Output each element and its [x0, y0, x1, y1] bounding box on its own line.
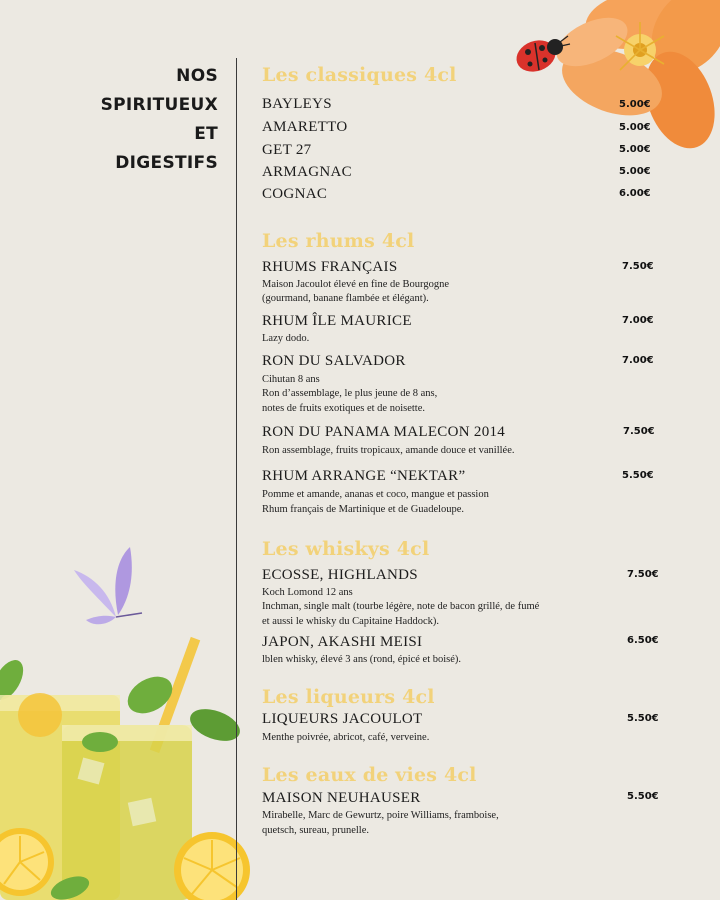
item-name: BAYLEYS [262, 96, 332, 112]
item-price: 5.50€ [627, 791, 659, 802]
item-description: notes de fruits exotiques et de noisette. [262, 403, 426, 414]
item-name: MAISON NEUHAUSER [262, 790, 421, 806]
item-description: Koch Lomond 12 ans [262, 587, 353, 598]
item-price: 7.50€ [623, 426, 655, 437]
item-price: 5.50€ [627, 713, 659, 724]
item-name: ARMAGNAC [262, 164, 352, 180]
item-description: Rhum français de Martinique et de Guadeloupe. [262, 504, 465, 515]
section-title-rhums: Les rhums 4cl [262, 230, 415, 252]
item-description: Pomme et amande, ananas et coco, mangue et passion [262, 489, 489, 500]
title-line: SPIRITUEUX [100, 95, 218, 115]
section-title-classiques: Les classiques 4cl [262, 64, 457, 86]
item-description: Ron d’assemblage, le plus jeune de 8 ans, [262, 388, 438, 399]
item-price: 7.00€ [622, 355, 654, 366]
item-price: 7.50€ [622, 261, 654, 272]
item-description: Lazy dodo. [262, 333, 310, 344]
item-description: Inchman, single malt (tourbe légère, note de bacon grillé, de fumé [262, 601, 540, 612]
item-name: RON DU PANAMA MALECON 2014 [262, 424, 506, 440]
item-price: 5.00€ [619, 144, 651, 155]
item-description: Menthe poivrée, abricot, café, verveine. [262, 732, 430, 743]
item-price: 5.50€ [622, 470, 654, 481]
vertical-divider [236, 58, 237, 900]
item-name: COGNAC [262, 186, 328, 202]
item-price: 6.00€ [619, 188, 651, 199]
section-title-eaux-de-vies: Les eaux de vies 4cl [262, 764, 477, 786]
section-title-liqueurs: Les liqueurs 4cl [262, 686, 435, 708]
item-price: 5.00€ [619, 166, 651, 177]
item-description: (gourmand, banane flambée et élégant). [262, 293, 429, 304]
item-price: 7.50€ [627, 569, 659, 580]
item-name: AMARETTO [262, 119, 348, 135]
item-description: lblen whisky, élevé 3 ans (rond, épicé et boisé). [262, 654, 462, 665]
item-price: 5.00€ [619, 122, 651, 133]
item-description: Maison Jacoulot élevé en fine de Bourgogne [262, 279, 450, 290]
item-name: JAPON, AKASHI MEISI [262, 634, 423, 650]
ladybug-icon [508, 28, 572, 78]
item-price: 5.00€ [619, 99, 651, 110]
item-name: ECOSSE, HIGHLANDS [262, 567, 418, 583]
lemonade-illustration [0, 630, 270, 900]
section-title-whiskys: Les whiskys 4cl [262, 538, 430, 560]
item-description: quetsch, sureau, prunelle. [262, 825, 370, 836]
butterfly-icon [72, 545, 152, 630]
item-name: RON DU SALVADOR [262, 353, 406, 369]
item-name: RHUM ÎLE MAURICE [262, 313, 412, 329]
menu-title [101, 62, 218, 178]
item-description: Mirabelle, Marc de Gewurtz, poire Williams, framboise, [262, 810, 499, 821]
item-name: GET 27 [262, 142, 312, 158]
title-line: DIGESTIFS [115, 153, 218, 173]
item-name: RHUM ARRANGE “NEKTAR” [262, 468, 466, 484]
item-description: Cihutan 8 ans [262, 374, 320, 385]
item-price: 7.00€ [622, 315, 654, 326]
title-line: ET [194, 124, 218, 144]
item-name: LIQUEURS JACOULOT [262, 711, 423, 727]
item-description: Ron assemblage, fruits tropicaux, amande douce et vanillée. [262, 445, 515, 456]
title-line: NOS [176, 66, 218, 86]
item-name: RHUMS FRANÇAIS [262, 259, 398, 275]
item-description: et aussi le whisky du Capitaine Haddock). [262, 616, 440, 627]
item-price: 6.50€ [627, 635, 659, 646]
